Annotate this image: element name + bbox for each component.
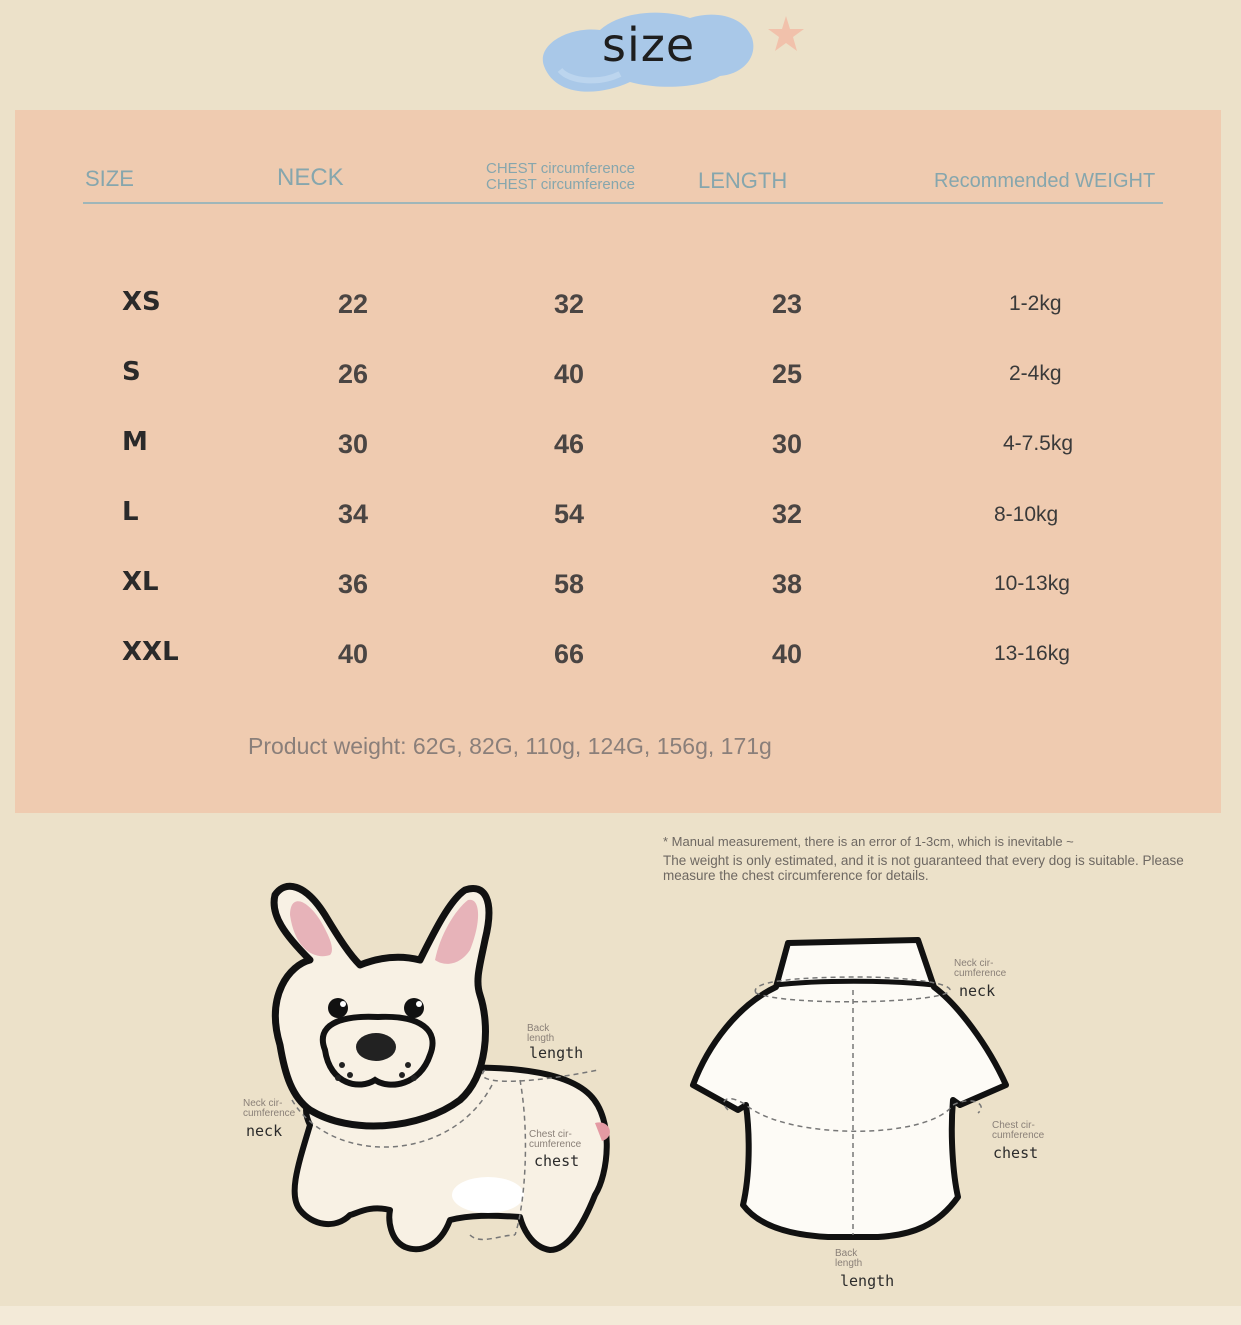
- product-weight-text: Product weight: 62G, 82G, 110g, 124G, 156g, 171g: [248, 733, 772, 759]
- star-icon: [766, 14, 806, 54]
- dog-chest-small-label: Chest cir-cumference: [529, 1129, 582, 1150]
- chest-value: 46: [554, 429, 585, 459]
- neck-value: 22: [338, 289, 369, 319]
- header-chest-line1: CHEST circumference: [486, 160, 635, 177]
- header-chest-line2: CHEST circumference: [486, 176, 635, 193]
- header-size: SIZE: [85, 166, 134, 191]
- length-value: 32: [772, 499, 803, 529]
- shirt-back-length-label: length: [840, 1272, 895, 1290]
- header-length: LENGTH: [698, 168, 788, 193]
- length-value: 40: [772, 639, 803, 669]
- header-weight: Recommended WEIGHT: [934, 170, 1156, 192]
- weight-value: 4-7.5kg: [1003, 432, 1074, 455]
- weight-disclaimer: The weight is only estimated, and it is not guaranteed that every dog is suitable. Please measure the chest circumference for details.: [663, 853, 1184, 883]
- length-value: 38: [772, 569, 803, 599]
- shirt-neck-label: neck: [959, 982, 996, 1000]
- length-value: 23: [772, 289, 803, 319]
- header-divider: [83, 202, 1163, 204]
- dog-back-length-label: length: [529, 1044, 584, 1062]
- dog-neck-small-label: Neck cir-cumference: [243, 1098, 296, 1119]
- shirt-neck-small-label: Neck cir-cumference: [954, 958, 1007, 979]
- size-label: S: [122, 357, 141, 387]
- length-value: 25: [772, 359, 803, 389]
- neck-value: 36: [338, 569, 369, 599]
- shirt-back-length-small-label: Back length: [835, 1248, 863, 1269]
- measurement-note: * Manual measurement, there is an error of 1-3cm, which is inevitable ~: [663, 834, 1074, 849]
- dog-back-length-small-label: Back length: [527, 1023, 555, 1044]
- neck-value: 30: [338, 429, 369, 459]
- chest-value: 66: [554, 639, 585, 669]
- neck-value: 26: [338, 359, 369, 389]
- weight-value: 13-16kg: [994, 642, 1070, 665]
- title-badge: [530, 4, 760, 100]
- header-neck: NECK: [277, 164, 344, 191]
- chest-value: 54: [554, 499, 585, 529]
- chest-value: 40: [554, 359, 585, 389]
- dog-chest-label: chest: [534, 1152, 580, 1170]
- weight-value: 1-2kg: [1009, 292, 1062, 315]
- size-label: L: [122, 497, 139, 527]
- chest-value: 58: [554, 569, 585, 599]
- size-label: XS: [122, 287, 161, 317]
- size-label: XXL: [122, 637, 179, 667]
- weight-value: 8-10kg: [994, 503, 1059, 526]
- page-title: size: [602, 18, 696, 72]
- shirt-chest-label: chest: [993, 1144, 1039, 1162]
- chest-value: 32: [554, 289, 585, 319]
- dog-neck-label: neck: [246, 1122, 283, 1140]
- weight-value: 10-13kg: [994, 572, 1070, 595]
- size-chart-panel: [15, 110, 1221, 813]
- bottom-strip: [0, 1306, 1241, 1325]
- neck-value: 40: [338, 639, 369, 669]
- weight-value: 2-4kg: [1009, 362, 1062, 385]
- size-label: XL: [122, 567, 159, 597]
- shirt-chest-small-label: Chest cir-cumference: [992, 1120, 1045, 1141]
- neck-value: 34: [338, 499, 369, 529]
- dog-illustration: [230, 875, 630, 1260]
- size-label: M: [122, 427, 148, 457]
- length-value: 30: [772, 429, 803, 459]
